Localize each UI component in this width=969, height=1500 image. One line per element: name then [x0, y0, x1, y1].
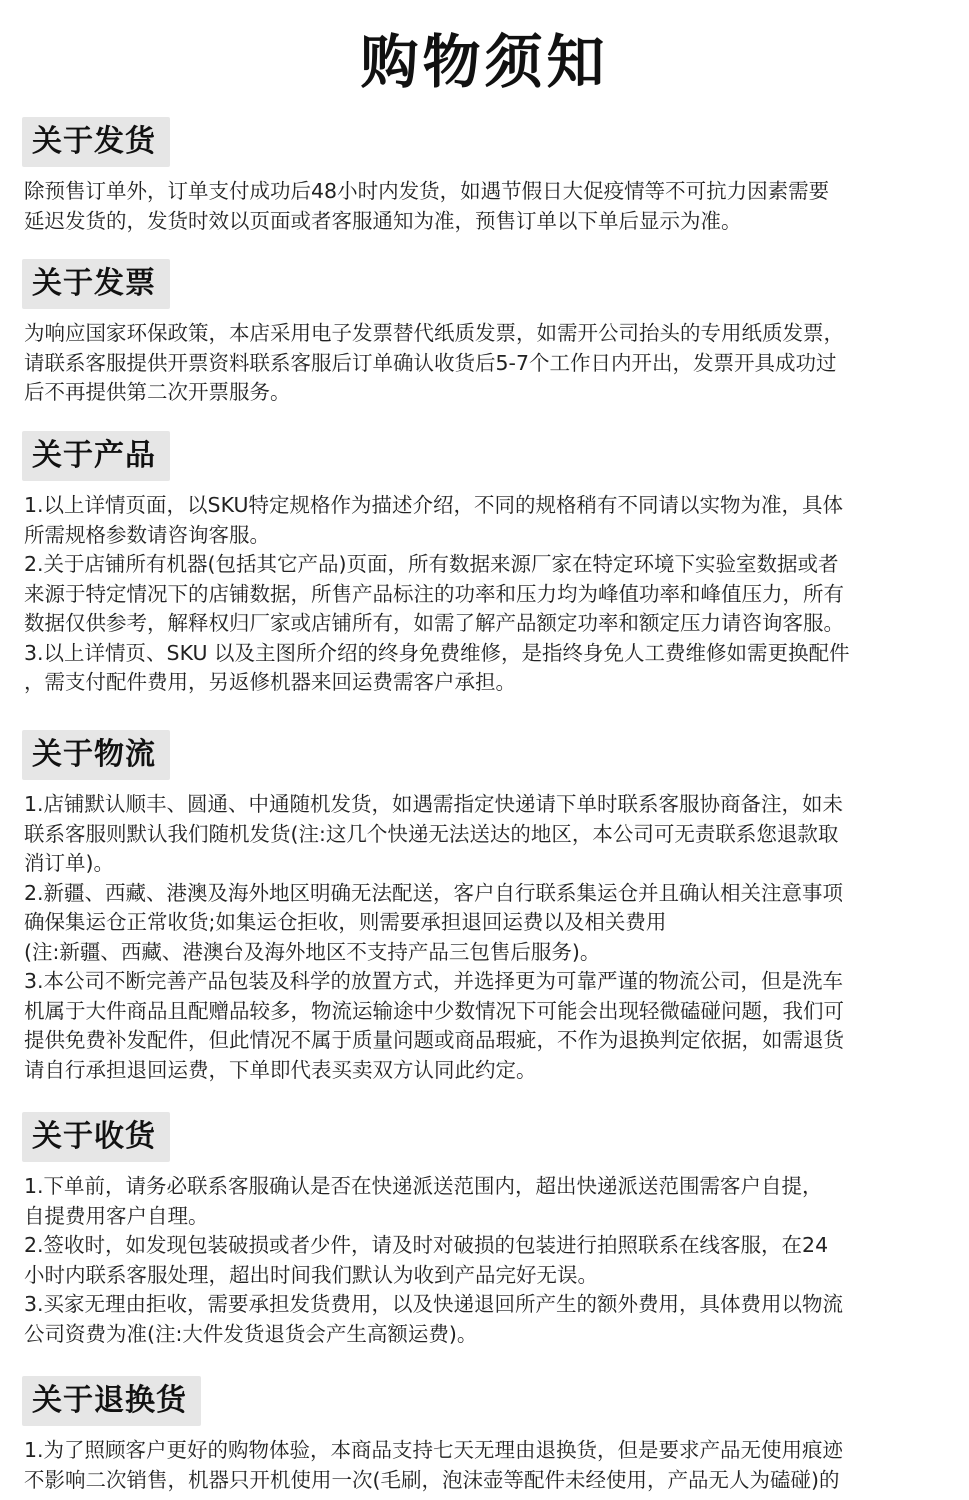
- paragraph-line: 联系客服则默认我们随机发货(注:这几个快递无法送达的地区，本公司可无责联系您退款取: [24, 821, 839, 846]
- section-receiving: [0, 1112, 969, 1349]
- paragraph-line: 请自行承担退回运费，下单即代表买卖双方认同此约定。: [24, 1057, 537, 1082]
- section-shipping: [0, 117, 969, 236]
- section-heading-invoice: 关于发票: [22, 259, 170, 309]
- section-heading-logistics: 关于物流: [22, 730, 170, 780]
- paragraph-line: 自提费用客户自理。: [24, 1203, 209, 1228]
- section-body-logistics: [24, 790, 954, 1085]
- paragraph-line: 请联系客服提供开票资料联系客服后订单确认收货后5-7个工作日内开出，发票开具成功过: [24, 350, 837, 375]
- paragraph-line: 1.以上详情页面，以SKU特定规格作为描述介绍，不同的规格稍有不同请以实物为准，具体: [24, 493, 843, 517]
- section-body-returns: [24, 1436, 954, 1495]
- section-body-receiving: [24, 1172, 954, 1349]
- paragraph-line: 1.下单前，请务必联系客服确认是否在快递派送范围内，超出快递派送范围需客户自提，: [24, 1174, 823, 1198]
- paragraph-line: 2.关于店铺所有机器(包括其它产品)页面，所有数据来源厂家在特定环境下实验室数据或者: [24, 552, 839, 576]
- section-body-product: [24, 491, 954, 698]
- paragraph-line: 3.以上详情页、SKU 以及主图所介绍的终身免费维修，是指终身免人工费维修如需更换配件: [24, 640, 850, 665]
- paragraph-line: 1.店铺默认顺丰、圆通、中通随机发货，如遇需指定快递请下单时联系客服协商备注，如未: [24, 792, 844, 816]
- section-body-shipping: [24, 177, 954, 236]
- paragraph-line: 2.新疆、西藏、港澳及海外地区明确无法配送，客户自行联系集运仓并且确认相关注意事项: [24, 880, 844, 905]
- paragraph-line: 来源于特定情况下的店铺数据，所售产品标注的功率和压力均为峰值功率和峰值压力，所有: [24, 581, 844, 606]
- paragraph-line: 1.为了照顾客户更好的购物体验，本商品支持七天无理由退换货，但是要求产品无使用痕迹: [24, 1438, 844, 1462]
- paragraph-line: 后不再提供第二次开票服务。: [24, 380, 291, 404]
- paragraph-line: 2.签收时，如发现包装破损或者少件，请及时对破损的包装进行拍照联系在线客服，在24: [24, 1233, 829, 1257]
- paragraph-line: 提供免费补发配件，但此情况不属于质量问题或商品瑕疵，不作为退换判定依据，如需退货: [24, 1028, 844, 1052]
- paragraph-line: 延迟发货的，发货时效以页面或者客服通知为准，预售订单以下单后显示为准。: [24, 208, 742, 233]
- paragraph-line: 除预售订单外，订单支付成功后48小时内发货，如遇节假日大促疫情等不可抗力因素需要: [24, 179, 830, 203]
- paragraph-line: 确保集运仓正常收货;如集运仓拒收，则需要承担退回运费以及相关费用: [24, 910, 667, 934]
- paragraph-line: 小时内联系客服处理，超出时间我们默认为收到产品完好无误。: [24, 1262, 598, 1287]
- paragraph-line: 3.本公司不断完善产品包装及科学的放置方式，并选择更为可靠严谨的物流公司，但是洗车: [24, 969, 844, 993]
- section-heading-shipping: 关于发货: [22, 117, 170, 167]
- paragraph-line: 3.买家无理由拒收，需要承担发货费用，以及快递退回所产生的额外费用，具体费用以物流: [24, 1292, 844, 1316]
- paragraph-line: 消订单)。: [24, 851, 114, 875]
- paragraph-line: 为响应国家环保政策，本店采用电子发票替代纸质发票，如需开公司抬头的专用纸质发票，: [24, 321, 844, 345]
- section-returns: [0, 1376, 969, 1495]
- section-logistics: [0, 730, 969, 1085]
- paragraph-line: 不影响二次销售，机器只开机使用一次(毛刷，泡沫壶等配件未经使用，产品无人为磕碰)的: [24, 1467, 840, 1492]
- section-body-invoice: [24, 319, 954, 408]
- paragraph-line: 所需规格参数请咨询客服。: [24, 522, 270, 547]
- section-heading-receiving: 关于收货: [22, 1112, 170, 1162]
- section-heading-product: 关于产品: [22, 431, 170, 481]
- page-title: 购物须知: [360, 28, 609, 96]
- section-invoice: [0, 259, 969, 408]
- paragraph-line: 公司资费为准(注:大件发货退货会产生高额运费)。: [24, 1321, 478, 1346]
- paragraph-line: (注:新疆、西藏、港澳台及海外地区不支持产品三包售后服务)。: [24, 939, 601, 964]
- section-product: [0, 431, 969, 698]
- paragraph-line: ，需支付配件费用，另返修机器来回运费需客户承担。: [24, 670, 516, 694]
- paragraph-line: 数据仅供参考，解释权归厂家或店铺所有，如需了解产品额定功率和额定压力请咨询客服。: [24, 611, 844, 635]
- paragraph-line: 机属于大件商品且配赠品较多，物流运输途中少数情况下可能会出现轻微磕碰问题，我们可: [24, 998, 844, 1023]
- section-heading-returns: 关于退换货: [22, 1376, 201, 1426]
